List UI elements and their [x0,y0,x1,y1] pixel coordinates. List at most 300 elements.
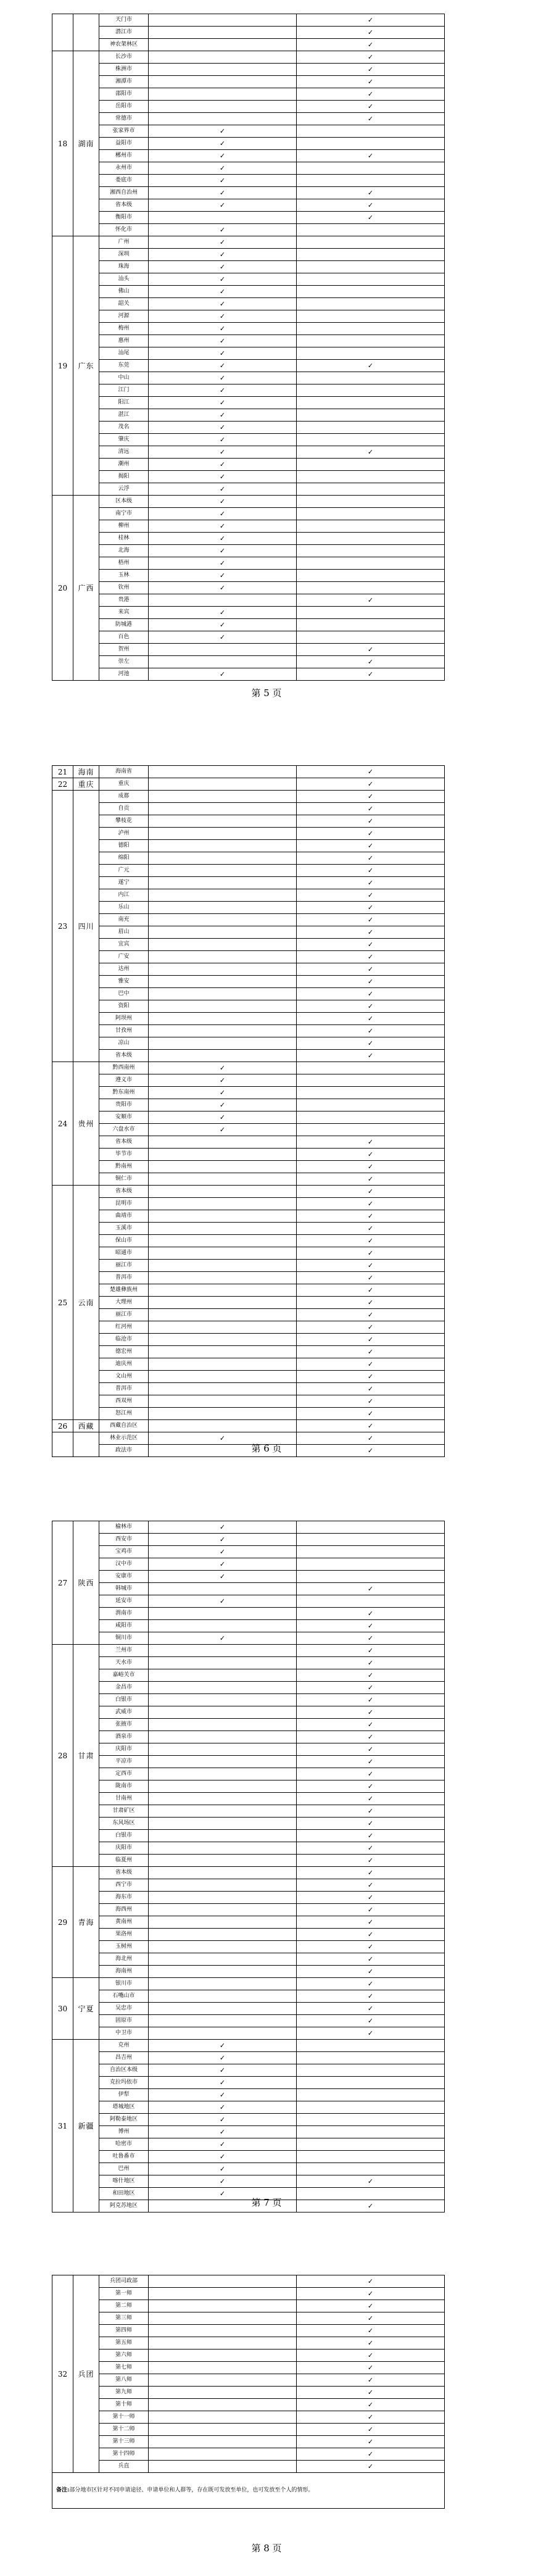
unit-column-cell [149,1395,297,1408]
unit-column-cell [149,113,297,125]
individual-column-cell [297,236,445,249]
individual-column-cell [297,113,445,125]
table-row [52,1620,445,1632]
individual-column-cell [297,1953,445,1966]
city-name: 贺州 [99,644,149,656]
individual-column-cell [297,2101,445,2114]
individual-column-cell [297,1371,445,1383]
checkmark-icon: ✓ [367,779,374,788]
checkmark-icon: ✓ [367,1039,374,1047]
checkmark-icon: ✓ [367,1384,374,1393]
unit-column-cell [149,125,297,138]
table-row [52,2337,445,2350]
city-name: 黔南州 [99,1161,149,1173]
table-row [52,483,445,496]
checkmark-icon: ✓ [219,299,226,308]
unit-column-cell [149,1050,297,1062]
individual-column-cell [297,310,445,323]
individual-column-cell [297,2288,445,2300]
city-name: 阳江 [99,397,149,409]
table-row [52,2114,445,2126]
checkmark-icon: ✓ [367,1769,374,1778]
checkmark-icon: ✓ [219,620,226,629]
city-name: 南宁市 [99,508,149,520]
individual-column-cell [297,1173,445,1186]
individual-column-cell [297,422,445,434]
checkmark-icon: ✓ [367,2177,374,2185]
table-row [52,1571,445,1583]
table-row [52,2374,445,2387]
table-row [52,1941,445,1953]
unit-column-cell [149,1186,297,1198]
checkmark-icon: ✓ [367,2277,374,2285]
city-name: 肇庆 [99,434,149,446]
table-row [52,323,445,335]
unit-column-cell [149,2436,297,2448]
individual-column-cell [297,2362,445,2374]
table-row [52,138,445,150]
city-name: 娄底市 [99,175,149,187]
individual-column-cell [297,1842,445,1855]
table-row [52,422,445,434]
unit-column-cell [149,138,297,150]
table-row [52,434,445,446]
province-number: 31 [52,2040,73,2212]
checkmark-icon: ✓ [367,1819,374,1827]
individual-column-cell [297,2052,445,2064]
individual-column-cell [297,2003,445,2015]
unit-column-cell [149,1149,297,1161]
unit-column-cell [149,1830,297,1842]
city-name: 凉山 [99,1037,149,1050]
individual-column-cell [297,668,445,681]
individual-column-cell [297,2374,445,2387]
province-name: 宁夏 [73,1978,99,2040]
table-row [52,570,445,582]
individual-column-cell [297,926,445,939]
city-name: 德阳 [99,840,149,852]
individual-column-cell [297,1558,445,1571]
individual-column-cell [297,1260,445,1272]
checkmark-icon: ✓ [219,1535,226,1544]
table-row [52,1756,445,1768]
table-row [52,902,445,914]
table-row [52,1284,445,1297]
city-name: 第十四师 [99,2448,149,2461]
individual-column-cell [297,1198,445,1210]
individual-column-cell [297,1420,445,1432]
individual-column-cell [297,138,445,150]
checkmark-icon: ✓ [367,903,374,912]
city-name: 玉林 [99,570,149,582]
unit-column-cell [149,1309,297,1321]
table-row [52,1867,445,1879]
table-row [52,236,445,249]
unit-column-cell [149,1867,297,1879]
checkmark-icon: ✓ [219,2053,226,2062]
table-row [52,2448,445,2461]
checkmark-icon: ✓ [367,829,374,837]
unit-column-cell [149,347,297,360]
unit-column-cell [149,914,297,926]
unit-column-cell [149,1371,297,1383]
city-name: 第五师 [99,2337,149,2350]
checkmark-icon: ✓ [367,201,374,209]
unit-column-cell [149,1818,297,1830]
individual-column-cell [297,397,445,409]
individual-column-cell [297,1334,445,1346]
table-row [52,2387,445,2399]
checkmark-icon: ✓ [219,1523,226,1531]
checkmark-icon: ✓ [367,1273,374,1282]
table-row [52,2362,445,2374]
unit-column-cell [149,360,297,372]
city-name: 省本级 [99,1867,149,1879]
table-row [52,1000,445,1013]
individual-column-cell [297,1706,445,1719]
table-row [52,1062,445,1074]
individual-column-cell [297,2411,445,2424]
table-row [52,88,445,101]
checkmark-icon: ✓ [367,940,374,949]
city-name: 中山 [99,372,149,384]
individual-column-cell [297,384,445,397]
table-row [52,1706,445,1719]
individual-column-cell [297,187,445,199]
unit-column-cell [149,1805,297,1818]
individual-column-cell [297,1830,445,1842]
table-row [52,446,445,459]
table-row [52,1879,445,1892]
table-row [52,1583,445,1595]
checkmark-icon: ✓ [367,2201,374,2210]
unit-column-cell [149,1420,297,1432]
checkmark-icon: ✓ [219,386,226,394]
unit-column-cell [149,1706,297,1719]
province-name: 广西 [73,496,99,681]
individual-column-cell [297,545,445,557]
checkmark-icon: ✓ [367,596,374,604]
city-name: 哈密市 [99,2138,149,2151]
city-name: 玉树州 [99,1941,149,1953]
individual-column-cell [297,1247,445,1260]
checkmark-icon: ✓ [367,1671,374,1679]
unit-column-cell [149,1966,297,1978]
unit-column-cell [149,2015,297,2027]
city-name: 阿勒泰地区 [99,2114,149,2126]
table-row [52,2015,445,2027]
unit-column-cell [149,1534,297,1546]
unit-column-cell [149,1608,297,1620]
checkmark-icon: ✓ [367,1794,374,1803]
table-row [52,815,445,828]
checkmark-icon: ✓ [367,866,374,875]
individual-column-cell [297,1272,445,1284]
individual-column-cell [297,2151,445,2163]
city-name: 白银市 [99,1694,149,1706]
checkmark-icon: ✓ [219,1100,226,1109]
checkmark-icon: ✓ [367,2375,374,2384]
unit-column-cell [149,273,297,286]
unit-column-cell [149,1321,297,1334]
checkmark-icon: ✓ [219,262,226,271]
individual-column-cell [297,459,445,471]
checkmark-icon: ✓ [219,336,226,345]
city-name: 梧州 [99,557,149,570]
city-name: 第十师 [99,2399,149,2411]
unit-column-cell [149,1235,297,1247]
checkmark-icon: ✓ [367,2326,374,2335]
table-row [52,939,445,951]
table-row [52,557,445,570]
city-name: 昌吉州 [99,2052,149,2064]
unit-column-cell [149,1383,297,1395]
checkmark-icon: ✓ [367,1856,374,1864]
checkmark-icon: ✓ [367,65,374,73]
individual-column-cell [297,76,445,88]
unit-column-cell [149,2288,297,2300]
table-row [52,1334,445,1346]
checkmark-icon: ✓ [367,1905,374,1914]
city-name: 长沙市 [99,51,149,64]
city-name: 毕节市 [99,1149,149,1161]
unit-column-cell [149,1062,297,1074]
checkmark-icon: ✓ [219,287,226,296]
individual-column-cell [297,520,445,533]
unit-column-cell [149,852,297,865]
city-name: 甘肃矿区 [99,1805,149,1818]
city-name: 成都 [99,791,149,803]
table-row [52,1235,445,1247]
checkmark-icon: ✓ [367,114,374,123]
table-row [52,51,445,64]
city-name: 韩城市 [99,1583,149,1595]
unit-column-cell [149,803,297,815]
checkmark-icon: ✓ [219,188,226,197]
unit-column-cell [149,582,297,594]
table-row [52,471,445,483]
city-name: 第二师 [99,2300,149,2312]
unit-column-cell [149,2114,297,2126]
individual-column-cell [297,51,445,64]
individual-column-cell [297,1620,445,1632]
individual-column-cell [297,865,445,877]
individual-column-cell [297,471,445,483]
table-row [52,1321,445,1334]
city-name: 宜宾 [99,939,149,951]
individual-column-cell [297,273,445,286]
individual-column-cell [297,446,445,459]
table-row [52,963,445,976]
city-name: 红河州 [99,1321,149,1334]
unit-column-cell [149,1743,297,1756]
city-name: 保山市 [99,1235,149,1247]
checkmark-icon: ✓ [367,841,374,850]
table-row [52,459,445,471]
checkmark-icon: ✓ [367,1162,374,1171]
unit-column-cell [149,1161,297,1173]
unit-column-cell [149,1620,297,1632]
unit-column-cell [149,76,297,88]
table-row [52,1669,445,1682]
table-row [52,1978,445,1990]
unit-column-cell [149,2126,297,2138]
city-name: 永州市 [99,162,149,175]
table-row [52,298,445,310]
unit-column-cell [149,865,297,877]
unit-column-cell [149,2325,297,2337]
unit-column-cell [149,2448,297,2461]
table-row [52,1953,445,1966]
unit-column-cell [149,1978,297,1990]
table-row [52,1719,445,1731]
individual-column-cell [297,828,445,840]
checkmark-icon: ✓ [367,645,374,654]
unit-column-cell [149,1768,297,1780]
city-name: 河池 [99,668,149,681]
remarks [52,2473,445,2509]
unit-column-cell [149,2461,297,2473]
unit-column-cell [149,2374,297,2387]
table-row [52,1149,445,1161]
unit-column-cell [149,212,297,224]
table-row [52,2300,445,2312]
unit-column-cell [149,310,297,323]
checkmark-icon: ✓ [219,2041,226,2050]
city-name: 神农架林区 [99,39,149,51]
table-row [52,1966,445,1978]
table-row [52,273,445,286]
individual-column-cell [297,1321,445,1334]
province-number: 26 [52,1420,73,1432]
checkmark-icon: ✓ [367,1298,374,1307]
checkmark-icon: ✓ [367,1893,374,1901]
checkmark-icon: ✓ [219,497,226,505]
table-row [52,594,445,607]
table-row [52,2312,445,2325]
city-name: 海西州 [99,1904,149,1916]
checkmark-icon: ✓ [219,2140,226,2148]
individual-column-cell [297,2387,445,2399]
checkmark-icon: ✓ [367,1745,374,1753]
province-name: 云南 [73,1186,99,1420]
unit-column-cell [149,668,297,681]
table-row [52,409,445,422]
individual-column-cell [297,508,445,520]
city-name: 临沧市 [99,1334,149,1346]
unit-column-cell [149,1780,297,1793]
table-row [52,1916,445,1929]
city-name: 遂宁 [99,877,149,889]
checkmark-icon: ✓ [367,816,374,825]
unit-column-cell [149,939,297,951]
city-name: 珠海 [99,261,149,273]
table-row [52,877,445,889]
table-row [52,1013,445,1025]
unit-column-cell [149,199,297,212]
city-name: 益阳市 [99,138,149,150]
individual-column-cell [297,619,445,631]
checkmark-icon: ✓ [219,2066,226,2074]
checkmark-icon: ✓ [367,1347,374,1356]
checkmark-icon: ✓ [367,1708,374,1716]
city-name: 昆明市 [99,1198,149,1210]
unit-column-cell [149,926,297,939]
unit-column-cell [149,88,297,101]
checkmark-icon: ✓ [367,2412,374,2421]
table-row [52,162,445,175]
city-name: 六盘水市 [99,1124,149,1136]
table-row [52,2288,445,2300]
unit-column-cell [149,1111,297,1124]
individual-column-cell [297,1978,445,1990]
city-name: 海南省 [99,766,149,778]
unit-column-cell [149,2151,297,2163]
individual-column-cell [297,1916,445,1929]
city-name: 黔西南州 [99,1062,149,1074]
table-row [52,766,445,778]
table-row [52,2052,445,2064]
city-name: 巴中 [99,988,149,1000]
checkmark-icon: ✓ [367,767,374,776]
checkmark-icon: ✓ [367,2016,374,2025]
city-name: 黔东南州 [99,1087,149,1099]
table-row [52,1608,445,1620]
city-name: 第十二师 [99,2424,149,2436]
checkmark-icon: ✓ [219,139,226,147]
city-name: 贵港 [99,594,149,607]
city-name: 崇左 [99,656,149,668]
table-row [52,2399,445,2411]
individual-column-cell [297,1124,445,1136]
checkmark-icon: ✓ [367,1843,374,1852]
individual-column-cell [297,175,445,187]
unit-column-cell [149,607,297,619]
checkmark-icon: ✓ [219,349,226,357]
individual-column-cell [297,840,445,852]
checkmark-icon: ✓ [219,447,226,456]
individual-column-cell [297,1867,445,1879]
checkmark-icon: ✓ [367,2449,374,2458]
checkmark-icon: ✓ [367,952,374,961]
city-name: 西藏自治区 [99,1420,149,1432]
unit-column-cell [149,1087,297,1099]
table-row [52,2027,445,2040]
individual-column-cell [297,631,445,644]
individual-column-cell [297,1571,445,1583]
unit-column-cell [149,1892,297,1904]
city-name: 第七师 [99,2362,149,2374]
city-name: 黄南州 [99,1916,149,1929]
individual-column-cell [297,14,445,27]
table-row [52,1186,445,1198]
table-row [52,1694,445,1706]
city-name: 甘南州 [99,1793,149,1805]
table-row [52,1805,445,1818]
unit-column-cell [149,471,297,483]
checkmark-icon: ✓ [219,435,226,444]
city-name: 武威市 [99,1706,149,1719]
individual-column-cell [297,496,445,508]
individual-column-cell [297,298,445,310]
individual-column-cell [297,1780,445,1793]
individual-column-cell [297,39,445,51]
individual-column-cell [297,1805,445,1818]
table-row [52,1111,445,1124]
checkmark-icon: ✓ [219,2164,226,2173]
checkmark-icon: ✓ [367,1831,374,1840]
city-name: 重庆 [99,778,149,791]
